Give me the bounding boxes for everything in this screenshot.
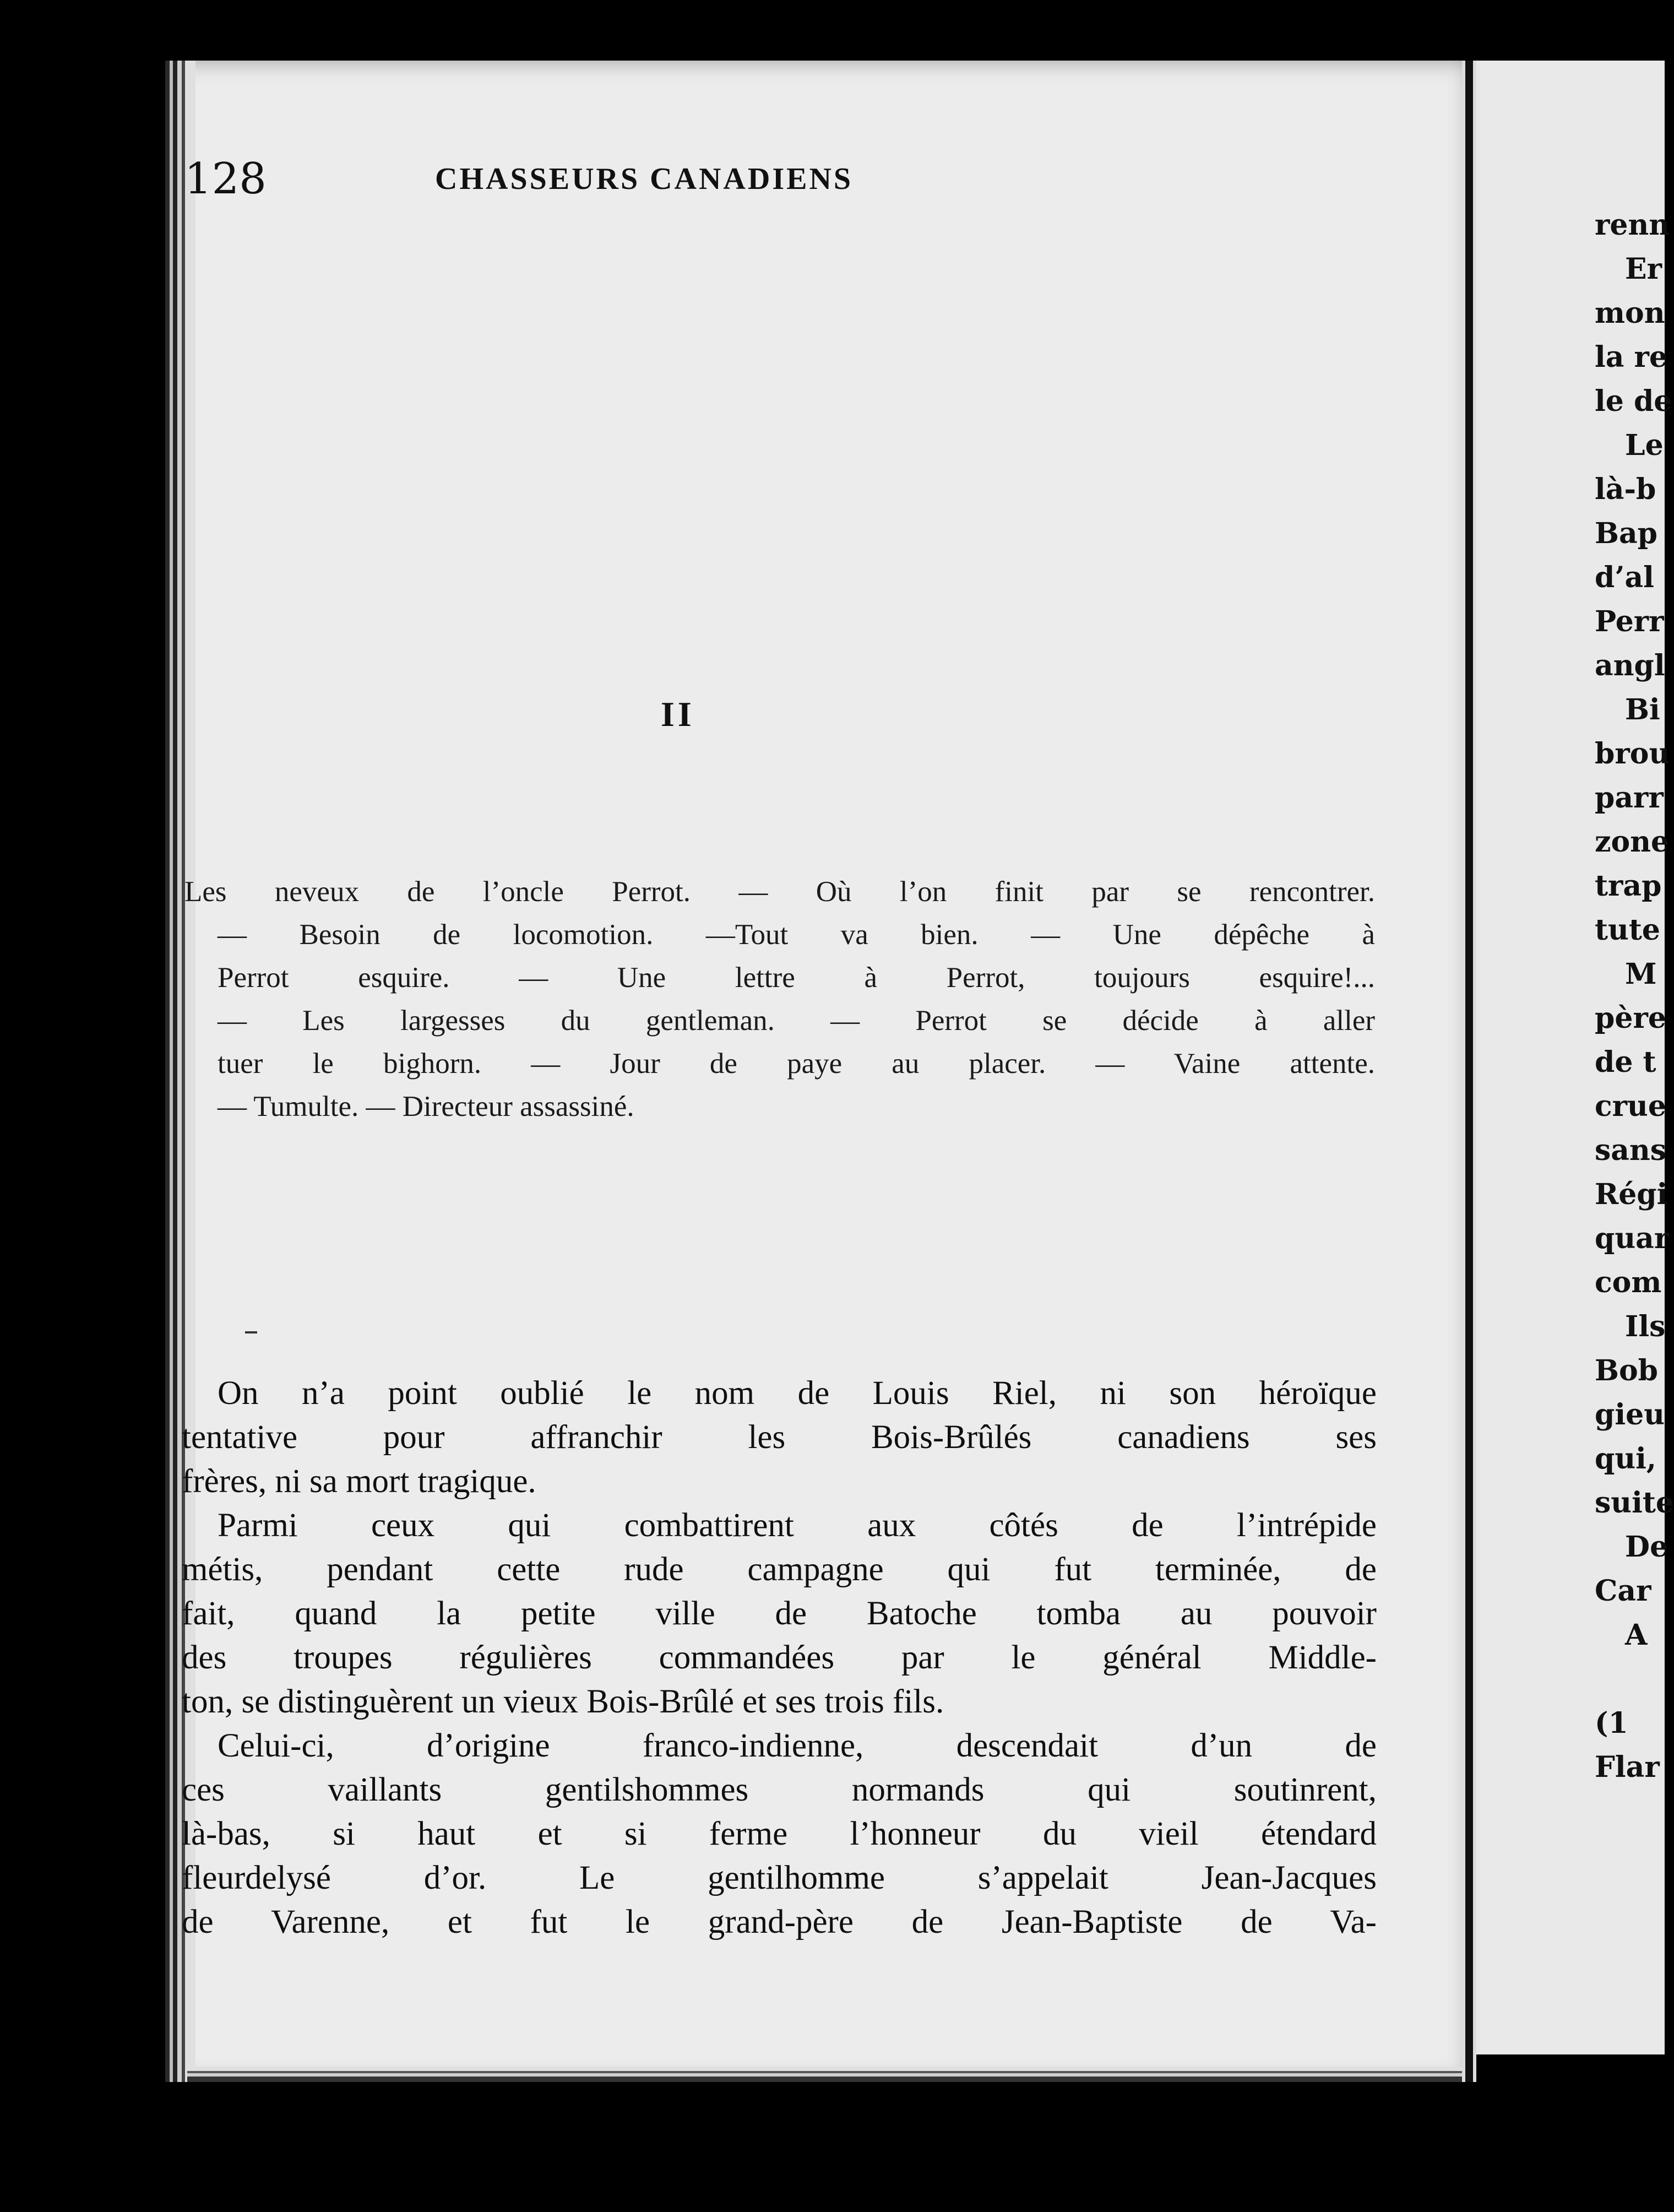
right-page-line: crue xyxy=(1595,1089,1666,1123)
right-page-line: parr xyxy=(1595,781,1664,815)
right-page-line: com xyxy=(1595,1266,1662,1299)
right-page-line: brou xyxy=(1595,737,1670,771)
right-page-line: quar xyxy=(1595,1222,1670,1255)
body-line: fleurdelysé d’or. Le gentilhomme s’appelait Jean-Jacques xyxy=(182,1859,1377,1896)
body-line: ces vaillants gentilshommes normands qui soutinrent, xyxy=(182,1771,1377,1808)
body-line: ton, se distinguèrent un vieux Bois-Brûlé et ses trois fils. xyxy=(182,1683,944,1720)
right-page-line: Perr xyxy=(1595,605,1664,638)
right-page-line: (1 xyxy=(1595,1706,1628,1740)
chapter-summary xyxy=(184,870,1375,1128)
right-page-line: la re xyxy=(1595,340,1668,374)
right-page xyxy=(1476,61,1674,2054)
right-page-line: M xyxy=(1625,957,1657,991)
summary-line: Les neveux de l’oncle Perrot. — Où l’on finit par se rencontrer. xyxy=(184,876,1375,908)
right-page-line: trap xyxy=(1595,869,1662,903)
body-line: des troupes régulières commandées par le général Middle- xyxy=(182,1639,1377,1676)
summary-line: tuer le bighorn. — Jour de paye au placer. — Vaine attente. xyxy=(218,1048,1375,1080)
body-line: frères, ni sa mort tragique. xyxy=(182,1463,536,1500)
right-page-line: là-b xyxy=(1595,473,1656,506)
summary-line: Perrot esquire. — Une lettre à Perrot, toujours esquire!... xyxy=(218,962,1375,994)
body-line: de Varenne, et fut le grand-père de Jean-Baptiste de Va- xyxy=(182,1904,1377,1940)
right-page-line: Le xyxy=(1625,429,1664,462)
body-text xyxy=(182,1371,1377,1944)
right-page-line: angl xyxy=(1595,649,1665,682)
right-page-line: Flar xyxy=(1595,1750,1660,1784)
right-page-line: qui, xyxy=(1595,1442,1657,1476)
right-page-line: Ils xyxy=(1625,1310,1666,1343)
right-page-line: d’al xyxy=(1595,561,1654,594)
page-border-bottom xyxy=(187,2067,1470,2082)
right-page-line: père xyxy=(1595,1001,1666,1035)
body-line: Celui-ci, d’origine franco-indienne, descendait d’un de xyxy=(218,1727,1377,1764)
book-spine xyxy=(1462,61,1476,2082)
right-page-line: Régi xyxy=(1595,1178,1668,1211)
right-page-line: mon xyxy=(1595,296,1665,330)
right-page-line: Bob xyxy=(1595,1354,1658,1387)
right-page-line: gieu xyxy=(1595,1398,1665,1432)
right-page-line: Car xyxy=(1595,1574,1651,1608)
right-page-line: zone xyxy=(1595,825,1670,859)
body-line: Parmi ceux qui combattirent aux côtés de l’intrépide xyxy=(218,1507,1377,1544)
right-page-line: A xyxy=(1625,1618,1648,1652)
body-line: tentative pour affranchir les Bois-Brûlés canadiens ses xyxy=(182,1419,1377,1456)
body-line: fait, quand la petite ville de Batoche tomba au pouvoir xyxy=(182,1595,1377,1632)
chapter-number: II xyxy=(661,695,695,734)
summary-line: — Besoin de locomotion. —Tout va bien. — Une dépêche à xyxy=(218,919,1375,951)
margin-mark xyxy=(245,1331,257,1333)
body-line: là-bas, si haut et si ferme l’honneur du vieil étendard xyxy=(182,1815,1377,1852)
right-page-line: Bap xyxy=(1595,517,1658,550)
right-page-line: le de xyxy=(1595,384,1672,418)
body-line: métis, pendant cette rude campagne qui fut terminée, de xyxy=(182,1551,1377,1588)
right-page-line: Bi xyxy=(1625,693,1660,727)
right-page-line: suite xyxy=(1595,1486,1674,1520)
right-page-line: renn xyxy=(1595,208,1670,242)
right-page-line: tute xyxy=(1595,913,1660,947)
page-number: 128 xyxy=(184,154,267,204)
right-page-line: De xyxy=(1625,1530,1668,1564)
right-page-line: de t xyxy=(1595,1045,1656,1079)
summary-line: — Tumulte. — Directeur assassiné. xyxy=(218,1091,634,1123)
right-page-line: sans xyxy=(1595,1134,1667,1167)
body-line: On n’a point oublié le nom de Louis Riel, ni son héroïque xyxy=(218,1375,1377,1412)
right-page-line: Er xyxy=(1625,252,1662,286)
running-head: CHASSEURS CANADIENS xyxy=(435,162,854,196)
summary-line: — Les largesses du gentleman. — Perrot se décide à aller xyxy=(218,1005,1375,1037)
